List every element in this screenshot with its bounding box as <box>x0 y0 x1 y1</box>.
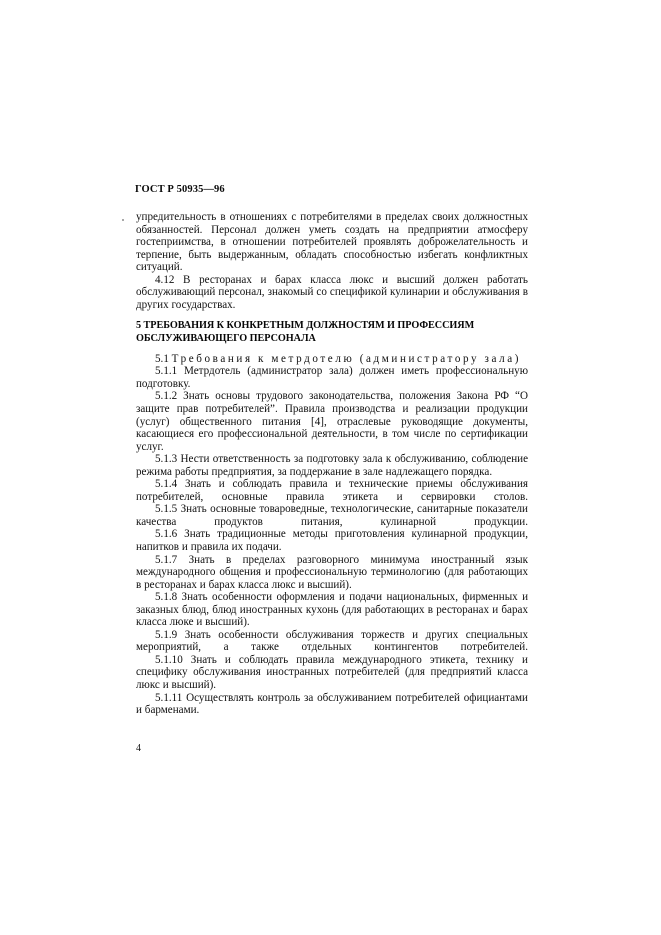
section-5-heading-line-1: 5 ТРЕБОВАНИЯ К КОНКРЕТНЫМ ДОЛЖНОСТЯМ И ПРОФЕССИЯМ <box>136 320 475 332</box>
clause-5-1-1: 5.1.1 Метрдотель (администратор зала) должен иметь профессиональную подготовку. <box>136 365 528 390</box>
page-number: 4 <box>136 743 141 754</box>
clause-5-1-8: 5.1.8 Знать особенности оформления и подачи национальных, фирменных и заказных блюд, блюд иностранных кухонь (для работающих в ресторанах и барах класса люке и высший). <box>136 591 528 629</box>
clause-5-1-11: 5.1.11 Осуществлять контроль за обслуживанием потребителей официантами и барменами. <box>136 691 528 717</box>
running-header-standard-number: ГОСТ Р 50935—96 <box>135 184 225 195</box>
clause-4-12: 4.12 В ресторанах и барах класса люкс и высший должен работать обслуживающий персонал, знакомый со спецификой кулинарии и обслуживания в других государствах. <box>136 273 528 311</box>
subsection-5-1-number: 5.1 <box>155 352 172 365</box>
clause-5-1-7: 5.1.7 Знать в пределах разговорного минимума иностранный язык международного общения и профессиональную терминологию (для работающих в ресторанах и барах класса люкс и высший). <box>136 553 528 591</box>
clause-5-1-10: 5.1.10 Знать и соблюдать правила международного этикета, технику и специфику обслуживания иностранных потребителей (для предприятий класса люкс и высший). <box>136 653 528 691</box>
subsection-5-1-heading <box>136 345 528 366</box>
clause-5-1-4: 5.1.4 Знать и соблюдать правила и технические приемы обслуживания потребителей, основные правила этикета и сервировки столов. <box>136 478 528 503</box>
clause-5-1-9: 5.1.9 Знать особенности обслуживания торжеств и других специальных мероприятий, а также отдельных контингентов потребителей. <box>136 628 528 654</box>
clause-5-1-3: 5.1.3 Нести ответственность за подготовку зала к обслуживанию, соблюдение режима работы предприятия, за поддержание в зале надлежащего порядка. <box>136 453 528 478</box>
clause-5-1-5: 5.1.5 Знать основные товароведные, технологические, санитарные показатели качества продуктов питания, кулинарной продукции. <box>136 503 528 528</box>
clause-5-1-6: 5.1.6 Знать традиционные методы приготовления кулинарной продукции, напитков и правила их подачи. <box>136 528 528 553</box>
paragraph-4-11-continued: упредительность в отношениях с потребителями в пределах своих должностных обязанностей. Персонал должен уметь создать на предприятии атмосферу гостеприимства, в отношении потребителей проявлять доброжелательность и терпение, быть выдержанным, обладать способностью избегать конфликтных ситуаций. <box>136 211 528 274</box>
scan-speck-artifact <box>122 219 124 221</box>
subsection-5-1-title: Требования к метрдотелю (администратору зала) <box>171 352 522 365</box>
section-5-heading <box>136 311 528 344</box>
clause-5-1-2: 5.1.2 Знать основы трудового законодательства, положения Закона РФ “О защите прав потребителей”. Правила производства и реализации продукции (услуг) общественного питания [4], отраслевые руководящие документы, касающиеся его профессиональной деятельности, в том числе по сертификации услуг. <box>136 390 528 453</box>
body-text-column <box>136 211 528 717</box>
section-5-heading-line-2: ОБСЛУЖИВАЮЩЕГО ПЕРСОНАЛА <box>136 332 316 344</box>
